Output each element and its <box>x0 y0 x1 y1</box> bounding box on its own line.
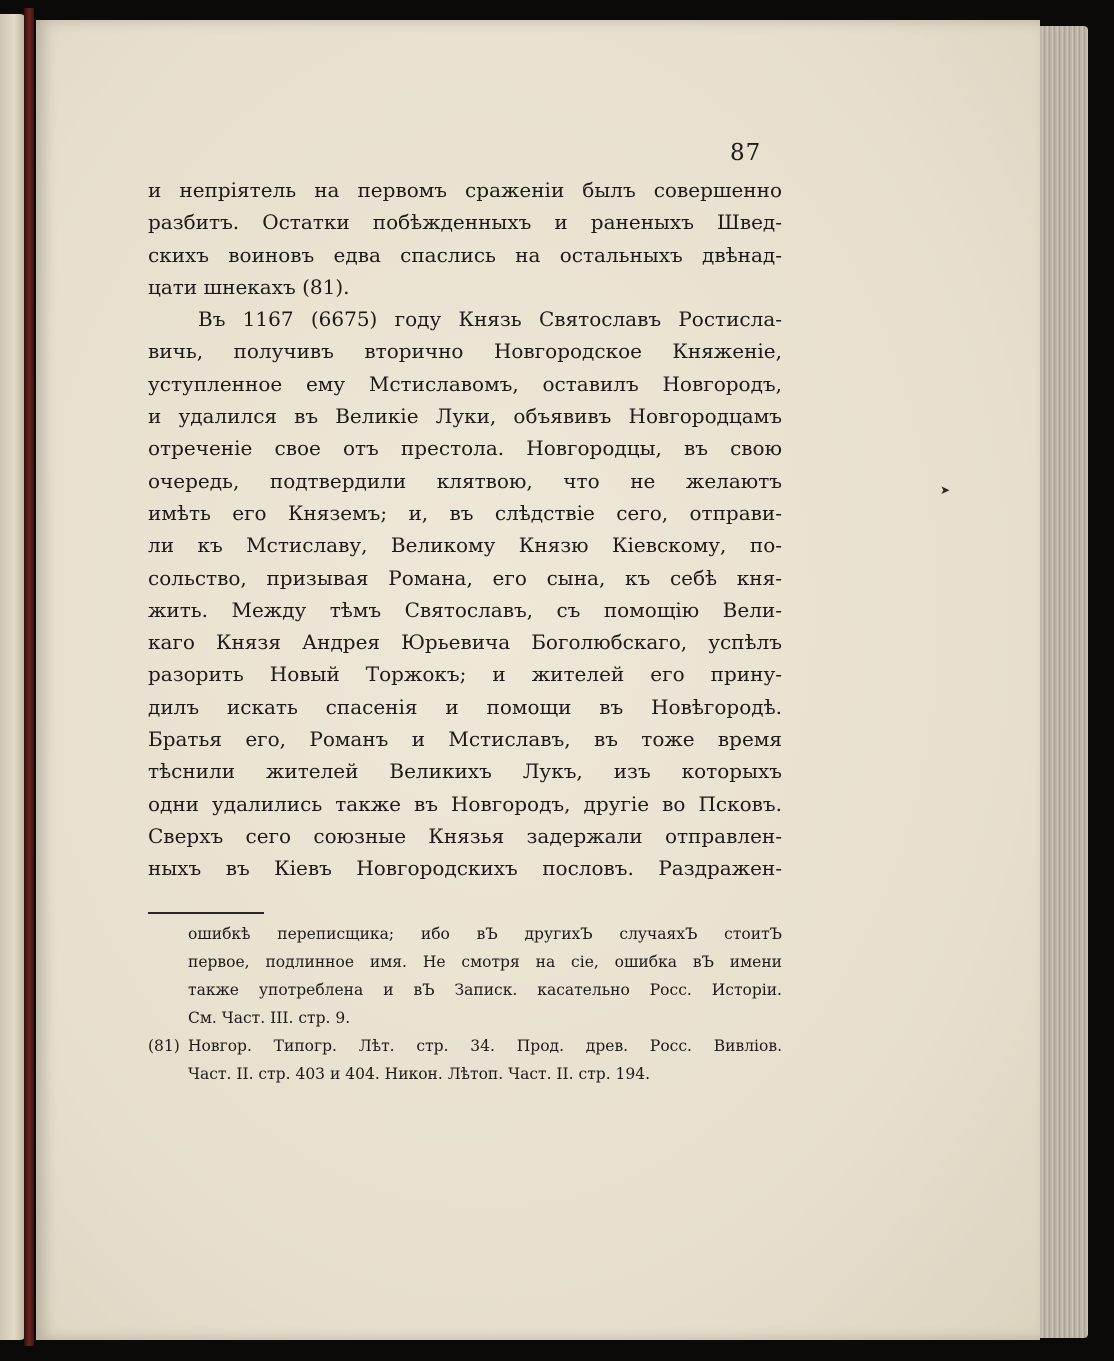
text-line: тѣснили жителей Великихъ Лукъ, изъ которыхъ <box>148 759 782 784</box>
text-line: одни удалились также въ Новгородъ, другіе во Псковъ. <box>148 791 782 816</box>
text-line: каго Князя Андрея Юрьевича Боголюбскаго, успѣлъ <box>148 630 782 655</box>
footnote-line: Част. II. стр. 403 и 404. Никон. Лѣтоп. Част. II. стр. 194. <box>188 1065 651 1083</box>
text-line: вичь, получивъ вторично Новгородское Княженіе, <box>148 339 782 364</box>
text-line: дилъ искать спасенія и помощи въ Новѣгородѣ. <box>148 694 782 719</box>
page-number: 87 <box>730 140 762 166</box>
text-line: разбитъ. Остатки побѣжденныхъ и раненыхъ Швед- <box>148 210 782 235</box>
text-line: ли къ Мстиславу, Великому Князю Кіевскому, по- <box>148 533 782 558</box>
footnote-line: также употреблена и вЪ Записк. касательно Росс. Исторіи. <box>188 981 782 999</box>
text-line: разорить Новый Торжокъ; и жителей его прину- <box>148 662 782 687</box>
footnote-line: первое, подлинное имя. Не смотря на сіе, ошибка вЪ имени <box>188 953 782 971</box>
main-text <box>148 174 782 885</box>
text-line: и непріятель на первомъ сраженіи былъ совершенно <box>148 178 782 202</box>
footnote-line: См. Част. III. стр. 9. <box>188 1009 351 1027</box>
text-line: жить. Между тѣмъ Святославъ, съ помощію Вели- <box>148 597 782 622</box>
text-line: и удалился въ Великіе Луки, объявивъ Новгородцамъ <box>148 404 782 429</box>
footnotes <box>148 920 782 1088</box>
text-line: сольство, призывая Романа, его сына, къ себѣ кня- <box>148 565 782 590</box>
text-line: имѣть его Княземъ; и, въ слѣдствіе сего, отправи- <box>148 500 782 525</box>
text-line: очередь, подтвердили клятвою, что не желаютъ <box>148 468 782 493</box>
book-spine <box>24 8 34 1346</box>
text-line: уступленное ему Мстиславомъ, оставилъ Новгородъ, <box>148 371 782 396</box>
text-line: Въ 1167 (6675) году Князь Святославъ Ростисла- <box>198 307 782 332</box>
footnote-marker: (81) <box>148 1037 180 1055</box>
footnote-line: Новгор. Типогр. Лѣт. стр. 34. Прод. древ. Росс. Вивліов. <box>188 1037 782 1055</box>
facing-page-edge <box>0 14 26 1340</box>
text-line: скихъ воиновъ едва спаслись на остальныхъ двѣнад- <box>148 242 782 267</box>
text-line: Братья его, Романъ и Мстиславъ, въ тоже время <box>148 727 782 752</box>
ink-mark-icon: ➤ <box>940 483 951 497</box>
text-line: ныхъ въ Кіевъ Новгородскихъ пословъ. Раздражен- <box>148 856 782 881</box>
text-line: отреченіе свое отъ престола. Новгородцы, въ свою <box>148 436 782 461</box>
footnote-rule <box>148 912 264 914</box>
text-line: цати шнекахъ (81). <box>148 274 350 299</box>
page-block-edges <box>1036 26 1088 1338</box>
text-line: Сверхъ сего союзные Князья задержали отправлен- <box>148 823 782 848</box>
footnote-81 <box>148 1032 782 1060</box>
footnote-line: ошибкѣ переписщика; ибо вЪ другихЪ случаяхЪ стоитЪ <box>188 925 782 943</box>
